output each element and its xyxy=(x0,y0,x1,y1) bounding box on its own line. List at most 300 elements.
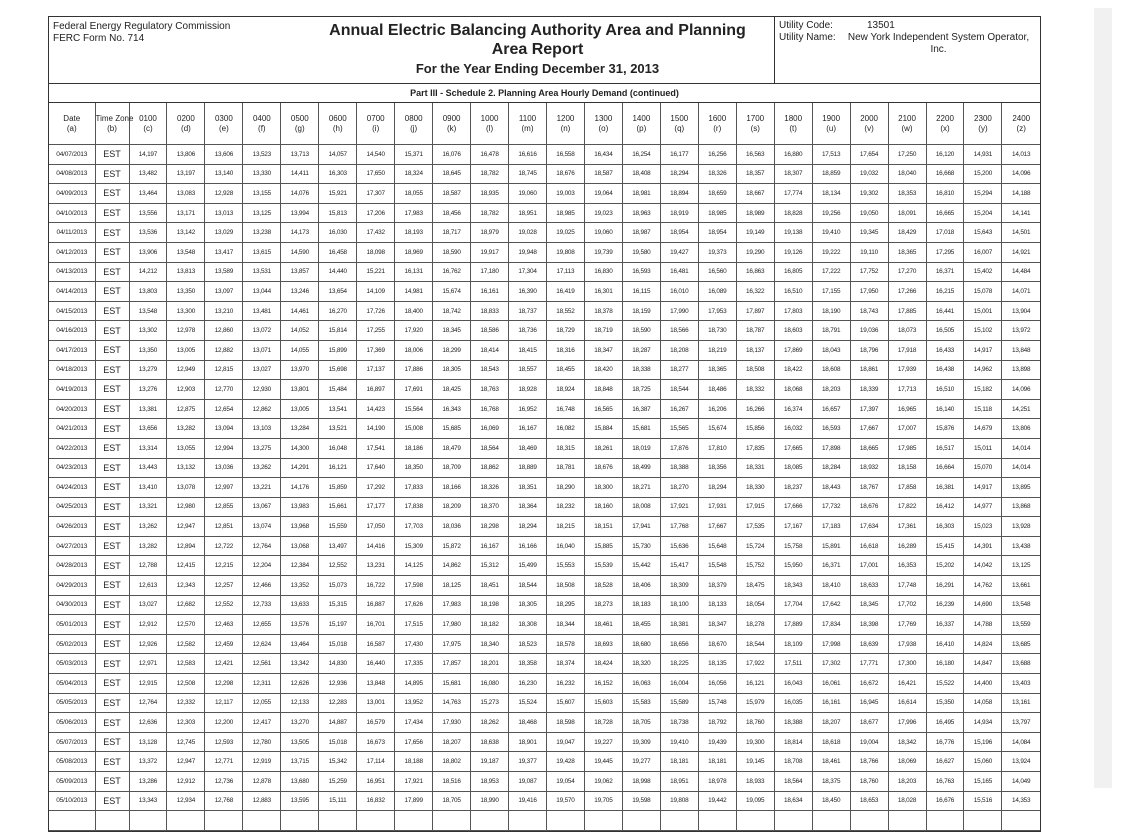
demand-cell: 15,202 xyxy=(926,556,964,576)
date-cell: 04/15/2013 xyxy=(49,301,95,321)
column-header xyxy=(205,103,243,145)
column-header xyxy=(129,103,167,145)
demand-cell: 19,808 xyxy=(660,791,698,811)
demand-cell: 18,814 xyxy=(774,732,812,752)
demand-cell: 16,004 xyxy=(660,674,698,694)
column-header xyxy=(357,103,395,145)
demand-cell xyxy=(660,811,698,831)
demand-cell: 18,475 xyxy=(736,576,774,596)
demand-cell: 18,364 xyxy=(509,497,547,517)
time-zone-cell: EST xyxy=(95,791,129,811)
table-row xyxy=(49,419,1040,439)
utility-name-value: New York Independent System Operator, Inc. xyxy=(847,32,1030,55)
demand-cell: 18,284 xyxy=(812,458,850,478)
date-cell: 04/21/2013 xyxy=(49,419,95,439)
demand-cell: 16,291 xyxy=(926,576,964,596)
demand-cell: 18,638 xyxy=(471,732,509,752)
demand-cell: 13,661 xyxy=(1002,576,1040,596)
demand-cell: 16,810 xyxy=(926,184,964,204)
demand-cell: 18,659 xyxy=(698,184,736,204)
demand-cell: 18,736 xyxy=(509,321,547,341)
demand-cell: 17,222 xyxy=(812,262,850,282)
demand-cell: 17,975 xyxy=(433,634,471,654)
table-row xyxy=(49,399,1040,419)
demand-cell: 15,315 xyxy=(319,595,357,615)
demand-cell: 18,406 xyxy=(622,576,660,596)
demand-cell: 12,332 xyxy=(167,693,205,713)
demand-cell: 14,416 xyxy=(357,536,395,556)
date-cell: 04/30/2013 xyxy=(49,595,95,615)
demand-cell: 16,303 xyxy=(926,517,964,537)
demand-cell: 14,300 xyxy=(281,438,319,458)
demand-cell: 17,206 xyxy=(357,203,395,223)
demand-cell: 16,180 xyxy=(926,654,964,674)
demand-cell: 18,135 xyxy=(698,654,736,674)
demand-cell: 18,919 xyxy=(660,203,698,223)
demand-cell: 17,835 xyxy=(736,438,774,458)
demand-cell xyxy=(509,811,547,831)
demand-cell: 15,342 xyxy=(319,752,357,772)
column-name: 2200 xyxy=(936,113,954,123)
demand-cell: 18,424 xyxy=(584,654,622,674)
demand-cell: 12,882 xyxy=(205,340,243,360)
demand-cell xyxy=(205,811,243,831)
demand-cell: 13,027 xyxy=(243,360,281,380)
demand-cell: 13,005 xyxy=(167,340,205,360)
demand-cell: 17,598 xyxy=(395,576,433,596)
demand-cell: 17,250 xyxy=(888,145,926,165)
demand-cell: 18,294 xyxy=(660,164,698,184)
demand-cell: 18,676 xyxy=(546,164,584,184)
column-name: 1700 xyxy=(746,113,765,123)
date-cell: 04/18/2013 xyxy=(49,360,95,380)
time-zone-cell: EST xyxy=(95,223,129,243)
demand-cell: 12,997 xyxy=(205,478,243,498)
demand-cell: 14,461 xyxy=(281,301,319,321)
demand-cell: 18,590 xyxy=(433,242,471,262)
demand-cell: 15,674 xyxy=(433,282,471,302)
demand-cell: 14,076 xyxy=(281,184,319,204)
time-zone-cell: EST xyxy=(95,713,129,733)
demand-cell: 18,134 xyxy=(812,184,850,204)
demand-cell: 13,410 xyxy=(129,478,167,498)
demand-cell: 17,990 xyxy=(660,301,698,321)
demand-cell: 12,770 xyxy=(205,380,243,400)
demand-cell: 18,499 xyxy=(622,458,660,478)
demand-cell: 18,006 xyxy=(395,340,433,360)
demand-cell: 18,408 xyxy=(622,164,660,184)
demand-cell: 18,028 xyxy=(888,791,926,811)
demand-cell: 16,131 xyxy=(395,262,433,282)
demand-cell: 18,215 xyxy=(546,517,584,537)
demand-cell: 14,251 xyxy=(1002,399,1040,419)
demand-cell: 17,953 xyxy=(698,301,736,321)
time-zone-cell: EST xyxy=(95,732,129,752)
demand-cell: 18,300 xyxy=(584,478,622,498)
demand-cell: 16,763 xyxy=(926,772,964,792)
demand-cell: 13,713 xyxy=(281,145,319,165)
column-header xyxy=(95,103,134,145)
demand-cell: 19,445 xyxy=(584,752,622,772)
demand-cell: 18,618 xyxy=(812,732,850,752)
demand-cell: 19,345 xyxy=(850,223,888,243)
demand-cell: 17,007 xyxy=(888,419,926,439)
time-zone-cell: EST xyxy=(95,752,129,772)
demand-cell: 17,666 xyxy=(774,497,812,517)
date-cell: 04/23/2013 xyxy=(49,458,95,478)
demand-cell: 13,848 xyxy=(357,674,395,694)
demand-cell: 18,587 xyxy=(433,184,471,204)
table-row xyxy=(49,497,1040,517)
demand-cell: 19,439 xyxy=(698,732,736,752)
demand-cell: 17,769 xyxy=(888,615,926,635)
time-zone-cell: EST xyxy=(95,556,129,576)
demand-cell: 18,833 xyxy=(471,301,509,321)
demand-cell: 18,586 xyxy=(471,321,509,341)
demand-cell: 16,657 xyxy=(812,399,850,419)
demand-cell: 16,458 xyxy=(319,242,357,262)
demand-cell: 18,375 xyxy=(812,772,850,792)
demand-cell: 18,578 xyxy=(546,634,584,654)
demand-cell: 18,935 xyxy=(471,184,509,204)
demand-cell: 12,855 xyxy=(205,497,243,517)
demand-cell: 15,758 xyxy=(774,536,812,556)
demand-cell: 12,978 xyxy=(167,321,205,341)
column-code: (s) xyxy=(750,123,760,133)
demand-cell: 15,350 xyxy=(926,693,964,713)
demand-cell: 18,331 xyxy=(736,458,774,478)
time-zone-cell: EST xyxy=(95,674,129,694)
demand-cell: 16,166 xyxy=(509,536,547,556)
column-header xyxy=(850,103,888,145)
date-cell: 04/14/2013 xyxy=(49,282,95,302)
demand-cell: 14,679 xyxy=(964,419,1002,439)
demand-cell: 13,300 xyxy=(167,301,205,321)
demand-cell: 18,951 xyxy=(660,772,698,792)
demand-cell: 18,725 xyxy=(622,380,660,400)
demand-cell: 15,899 xyxy=(319,340,357,360)
time-zone-cell: EST xyxy=(95,693,129,713)
table-row xyxy=(49,282,1040,302)
demand-cell: 18,848 xyxy=(584,380,622,400)
demand-cell: 16,668 xyxy=(926,164,964,184)
demand-cell: 18,954 xyxy=(698,223,736,243)
demand-cell: 12,928 xyxy=(205,184,243,204)
demand-cell: 16,951 xyxy=(357,772,395,792)
demand-cell: 14,590 xyxy=(281,242,319,262)
column-code: (v) xyxy=(864,123,874,133)
demand-cell: 12,682 xyxy=(167,595,205,615)
demand-cell: 18,859 xyxy=(812,164,850,184)
demand-cell: 12,875 xyxy=(167,399,205,419)
demand-cell: 18,451 xyxy=(471,576,509,596)
demand-cell: 13,097 xyxy=(205,282,243,302)
demand-cell: 16,177 xyxy=(660,145,698,165)
demand-cell: 18,708 xyxy=(774,752,812,772)
demand-cell: 18,307 xyxy=(774,164,812,184)
demand-cell: 15,885 xyxy=(584,536,622,556)
utility-code-value: 13501 xyxy=(867,20,895,31)
demand-cell: 18,398 xyxy=(850,615,888,635)
demand-cell: 19,377 xyxy=(509,752,547,772)
demand-cell xyxy=(167,811,205,831)
demand-cell: 16,343 xyxy=(433,399,471,419)
demand-cell: 14,977 xyxy=(964,497,1002,517)
utility-name-label: Utility Name: xyxy=(779,32,836,43)
demand-cell: 13,074 xyxy=(243,517,281,537)
demand-cell: 18,305 xyxy=(509,595,547,615)
demand-cell: 19,025 xyxy=(546,223,584,243)
schedule-subtitle: Part III - Schedule 2. Planning Area Hourly Demand (continued) xyxy=(49,84,1040,103)
demand-cell: 19,427 xyxy=(660,242,698,262)
demand-cell xyxy=(736,811,774,831)
demand-cell: 13,523 xyxy=(243,145,281,165)
demand-cell: 12,117 xyxy=(205,693,243,713)
demand-cell: 19,598 xyxy=(622,791,660,811)
demand-cell: 18,207 xyxy=(812,713,850,733)
demand-cell: 16,303 xyxy=(319,164,357,184)
demand-cell: 16,206 xyxy=(698,399,736,419)
demand-cell: 13,970 xyxy=(281,360,319,380)
demand-cell: 14,400 xyxy=(964,674,1002,694)
demand-cell xyxy=(1002,811,1040,831)
date-cell: 04/26/2013 xyxy=(49,517,95,537)
column-name: 0500 xyxy=(290,113,309,123)
demand-cell: 12,655 xyxy=(243,615,281,635)
demand-cell: 17,886 xyxy=(395,360,433,380)
demand-cell: 18,729 xyxy=(546,321,584,341)
demand-cell: 16,412 xyxy=(926,497,964,517)
table-row xyxy=(49,811,1040,831)
demand-cell: 17,397 xyxy=(850,399,888,419)
demand-cell: 17,001 xyxy=(850,556,888,576)
demand-cell: 18,008 xyxy=(622,497,660,517)
demand-cell: 16,665 xyxy=(926,203,964,223)
demand-cell: 18,422 xyxy=(774,360,812,380)
demand-cell: 16,441 xyxy=(926,301,964,321)
demand-cell: 13,417 xyxy=(205,242,243,262)
demand-cell: 13,868 xyxy=(1002,497,1040,517)
demand-cell: 18,343 xyxy=(774,576,812,596)
demand-cell: 18,400 xyxy=(395,301,433,321)
scrollbar-track[interactable] xyxy=(1094,8,1112,788)
demand-cell: 16,056 xyxy=(698,674,736,694)
column-header xyxy=(319,103,357,145)
demand-cell: 13,330 xyxy=(243,164,281,184)
demand-cell: 18,791 xyxy=(812,321,850,341)
demand-cell: 18,159 xyxy=(622,301,660,321)
demand-cell: 12,311 xyxy=(243,674,281,694)
table-header-row xyxy=(49,103,1040,145)
demand-cell: 18,388 xyxy=(774,713,812,733)
demand-cell: 14,411 xyxy=(281,164,319,184)
demand-cell: 15,748 xyxy=(698,693,736,713)
column-name: 0800 xyxy=(404,113,423,123)
demand-cell: 12,878 xyxy=(243,772,281,792)
demand-cell: 18,450 xyxy=(812,791,850,811)
column-code: (o) xyxy=(598,123,609,133)
demand-cell: 15,891 xyxy=(812,536,850,556)
demand-cell xyxy=(622,811,660,831)
table-row xyxy=(49,301,1040,321)
table-row xyxy=(49,223,1040,243)
demand-cell: 15,681 xyxy=(433,674,471,694)
demand-cell: 16,140 xyxy=(926,399,964,419)
demand-cell xyxy=(698,811,736,831)
demand-cell: 18,862 xyxy=(471,458,509,478)
demand-cell: 13,443 xyxy=(129,458,167,478)
demand-cell: 16,672 xyxy=(850,674,888,694)
demand-cell: 16,421 xyxy=(888,674,926,694)
demand-cell: 18,261 xyxy=(584,438,622,458)
demand-cell: 13,403 xyxy=(1002,674,1040,694)
column-header xyxy=(1002,103,1040,145)
demand-cell: 17,656 xyxy=(395,732,433,752)
demand-cell: 18,603 xyxy=(774,321,812,341)
demand-cell: 15,516 xyxy=(964,791,1002,811)
demand-cell: 17,626 xyxy=(395,595,433,615)
demand-cell: 13,797 xyxy=(1002,713,1040,733)
demand-cell: 18,969 xyxy=(395,242,433,262)
demand-cell: 18,294 xyxy=(509,517,547,537)
demand-cell: 13,270 xyxy=(281,713,319,733)
demand-cell: 15,752 xyxy=(736,556,774,576)
demand-cell: 18,796 xyxy=(850,340,888,360)
time-zone-cell: EST xyxy=(95,399,129,419)
demand-cell: 19,145 xyxy=(736,752,774,772)
demand-cell: 17,535 xyxy=(736,517,774,537)
column-name: 1400 xyxy=(632,113,651,123)
date-cell: 04/10/2013 xyxy=(49,203,95,223)
demand-cell: 15,111 xyxy=(319,791,357,811)
demand-cell: 18,985 xyxy=(698,203,736,223)
demand-cell: 16,230 xyxy=(509,674,547,694)
report-year: For the Year Ending December 31, 2013 xyxy=(415,61,660,76)
demand-cell: 18,665 xyxy=(850,438,888,458)
demand-cell: 18,271 xyxy=(622,478,660,498)
demand-cell: 16,945 xyxy=(850,693,888,713)
demand-cell: 14,173 xyxy=(281,223,319,243)
demand-cell: 18,792 xyxy=(698,713,736,733)
demand-cell: 15,724 xyxy=(736,536,774,556)
demand-cell: 15,499 xyxy=(509,556,547,576)
demand-cell xyxy=(812,811,850,831)
demand-cell: 15,559 xyxy=(319,517,357,537)
demand-cell: 13,067 xyxy=(243,497,281,517)
time-zone-cell: EST xyxy=(95,497,129,517)
demand-cell: 17,434 xyxy=(395,713,433,733)
demand-cell: 15,589 xyxy=(660,693,698,713)
demand-cell: 17,177 xyxy=(357,497,395,517)
demand-cell: 18,345 xyxy=(433,321,471,341)
column-code: (u) xyxy=(826,123,837,133)
demand-cell: 13,482 xyxy=(129,164,167,184)
column-code: (l) xyxy=(486,123,494,133)
demand-cell: 18,098 xyxy=(357,242,395,262)
time-zone-cell: EST xyxy=(95,634,129,654)
demand-cell: 18,670 xyxy=(698,634,736,654)
demand-cell: 17,513 xyxy=(812,145,850,165)
demand-cell: 15,073 xyxy=(319,576,357,596)
demand-cell: 17,665 xyxy=(774,438,812,458)
demand-cell: 18,456 xyxy=(433,203,471,223)
date-cell: 05/09/2013 xyxy=(49,772,95,792)
demand-cell: 18,370 xyxy=(471,497,509,517)
date-cell: 04/12/2013 xyxy=(49,242,95,262)
demand-cell: 17,939 xyxy=(888,360,926,380)
column-code: (i) xyxy=(372,123,380,133)
column-header xyxy=(774,103,812,145)
demand-cell: 18,760 xyxy=(736,713,774,733)
demand-cell: 18,054 xyxy=(736,595,774,615)
date-cell: 04/16/2013 xyxy=(49,321,95,341)
demand-cell: 13,125 xyxy=(243,203,281,223)
demand-cell xyxy=(471,811,509,831)
demand-cell: 16,121 xyxy=(736,674,774,694)
demand-cell: 13,210 xyxy=(205,301,243,321)
demand-cell: 16,030 xyxy=(319,223,357,243)
demand-cell: 18,766 xyxy=(850,752,888,772)
column-code: (t) xyxy=(789,123,797,133)
demand-cell: 12,055 xyxy=(243,693,281,713)
table-row xyxy=(49,478,1040,498)
demand-cell: 16,965 xyxy=(888,399,926,419)
demand-cell: 18,347 xyxy=(698,615,736,635)
date-cell: 04/17/2013 xyxy=(49,340,95,360)
demand-cell: 18,543 xyxy=(471,360,509,380)
column-header xyxy=(964,103,1002,145)
demand-cell: 18,552 xyxy=(546,301,584,321)
demand-cell: 17,511 xyxy=(774,654,812,674)
column-code: (e) xyxy=(218,123,229,133)
demand-cell: 13,350 xyxy=(129,340,167,360)
demand-cell: 19,410 xyxy=(812,223,850,243)
demand-cell: 16,061 xyxy=(812,674,850,694)
demand-cell: 13,372 xyxy=(129,752,167,772)
demand-cell: 13,314 xyxy=(129,438,167,458)
demand-cell: 15,402 xyxy=(964,262,1002,282)
demand-cell: 14,501 xyxy=(1002,223,1040,243)
column-code: (f) xyxy=(258,123,266,133)
column-name: 0400 xyxy=(252,113,271,123)
demand-cell: 12,582 xyxy=(167,634,205,654)
demand-cell: 15,524 xyxy=(509,693,547,713)
demand-cell: 18,055 xyxy=(395,184,433,204)
demand-cell: 12,912 xyxy=(167,772,205,792)
demand-cell: 16,161 xyxy=(812,693,850,713)
demand-cell: 15,636 xyxy=(660,536,698,556)
demand-cell: 13,055 xyxy=(167,438,205,458)
demand-cell: 14,934 xyxy=(964,713,1002,733)
demand-cell: 18,676 xyxy=(584,458,622,478)
demand-cell: 18,294 xyxy=(698,478,736,498)
demand-cell: 16,563 xyxy=(736,145,774,165)
demand-cell: 13,125 xyxy=(1002,556,1040,576)
demand-cell: 13,171 xyxy=(167,203,205,223)
column-header xyxy=(622,103,660,145)
time-zone-cell: EST xyxy=(95,517,129,537)
demand-cell: 13,906 xyxy=(129,242,167,262)
table-row xyxy=(49,321,1040,341)
demand-cell: 17,774 xyxy=(774,184,812,204)
demand-cell: 19,064 xyxy=(584,184,622,204)
demand-cell: 13,556 xyxy=(129,203,167,223)
demand-cell: 16,434 xyxy=(584,145,622,165)
demand-cell: 13,521 xyxy=(319,419,357,439)
demand-cell: 17,748 xyxy=(888,576,926,596)
demand-cell xyxy=(926,811,964,831)
demand-cell xyxy=(395,811,433,831)
